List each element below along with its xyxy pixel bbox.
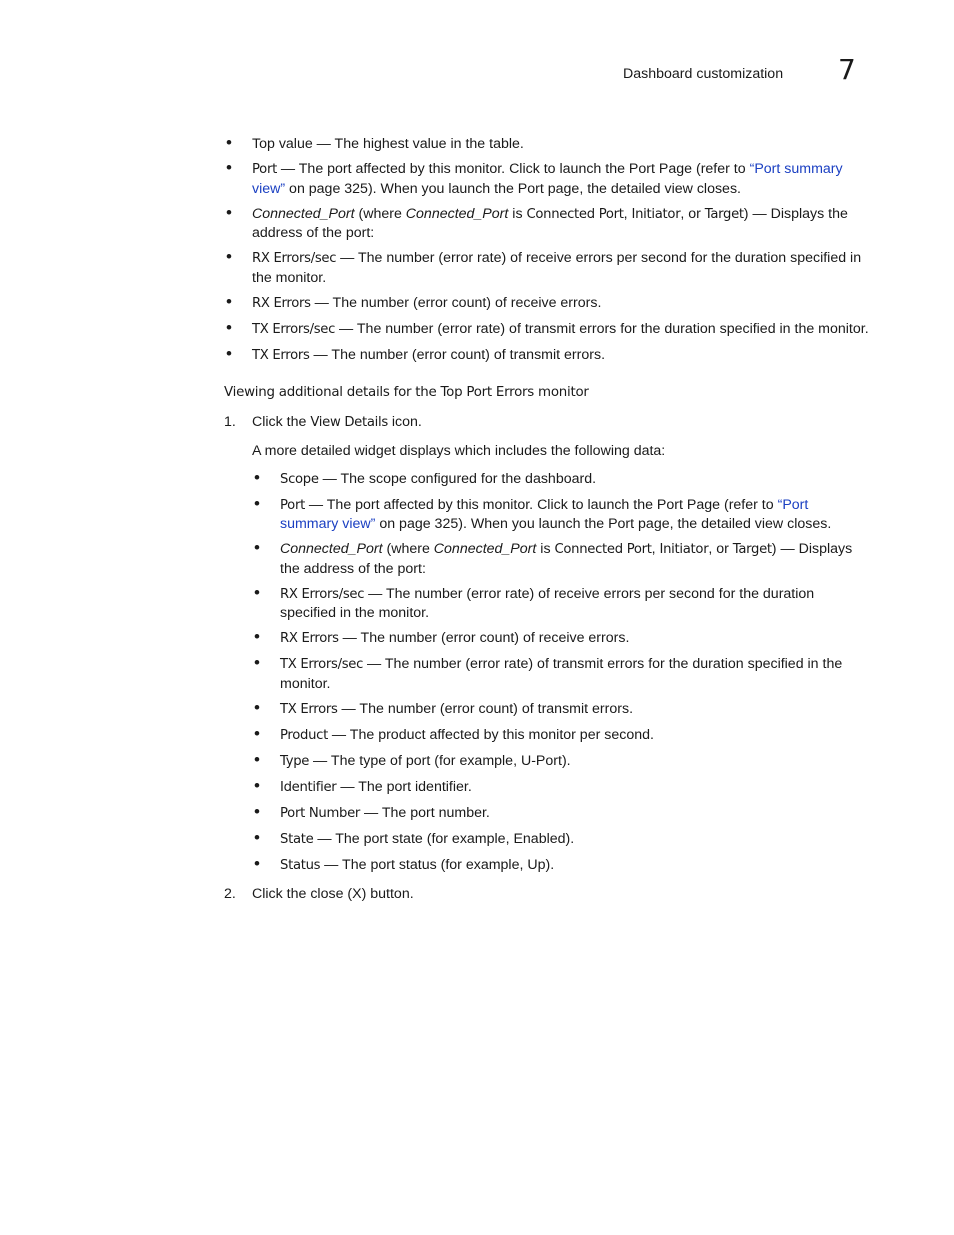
list-item: • TX Errors/sec — The number (error rate) of transmit errors for the duration specified in the monitor.	[224, 320, 870, 340]
list-item: • Port — The port affected by this monitor. Click to launch the Port Page (refer to “Port summary view” on page 325). When you launch the Port page, the detailed view closes.	[252, 496, 870, 534]
list-item: • Product — The product affected by this monitor per second.	[252, 726, 870, 746]
list-item: • TX Errors — The number (error count) of transmit errors.	[252, 700, 870, 720]
list-item: • RX Errors/sec — The number (error rate) of receive errors per second for the duration specified in the monitor.	[224, 249, 870, 287]
section-heading: Viewing additional details for the Top Port Errors monitor	[224, 385, 589, 400]
list-item: • RX Errors/sec — The number (error rate) of receive errors per second for the duration specified in the monitor.	[252, 585, 870, 623]
detail-field-list	[252, 470, 870, 876]
step-item: 1. Click the View Details icon. A more detailed widget displays which includes the following data: • Scope — The scope configured for the dashboard. • Port — The port affected by this monitor. Click to launch the Port Page (refer to “Port summary view” on page 325). When you launch the Port page, the detailed view closes. • Connected_Port (where Connected_Port is Connected Port, Initiator, or Target) — Displays the address of the port: • RX Errors/sec — The number (error rate) of receive errors per second for the duration specified in the monitor. • RX Errors — The number (error count) of receive errors. • TX Errors/sec — The number (error rate) of transmit errors for the duration specified in the monitor. • TX Errors — The number (error count) of transmit errors. • Product — The product affected by this monitor per second. • Type — The type of port (for example, U-Port). • Identifier — The port identifier. • Port Number — The port number. • State — The port state (for example, Enabled). • Status — The port status (for example, Up).	[224, 413, 870, 876]
list-item: • State — The port state (for example, Enabled).	[252, 830, 870, 850]
running-header-title: Dashboard customization	[623, 66, 784, 82]
list-item: • Scope — The scope configured for the dashboard.	[252, 470, 870, 490]
list-item: • TX Errors/sec — The number (error rate) of transmit errors for the duration specified in the monitor.	[252, 655, 870, 693]
step-number: 2.	[224, 886, 236, 902]
list-item: • Identifier — The port identifier.	[252, 778, 870, 798]
step-number: 1.	[224, 413, 236, 430]
list-item: • Status — The port status (for example, Up).	[252, 856, 870, 876]
step-note: A more detailed widget displays which includes the following data:	[252, 443, 666, 459]
step-item: 2. Click the close (X) button.	[224, 886, 414, 902]
list-item: • Type — The type of port (for example, U-Port).	[252, 752, 870, 772]
chapter-number: 7	[838, 53, 856, 86]
list-item: • TX Errors — The number (error count) of transmit errors.	[224, 346, 870, 366]
list-item: • Connected_Port (where Connected_Port is Connected Port, Initiator, or Target) — Displays the address of the port:	[252, 540, 870, 578]
page-content	[224, 135, 870, 914]
list-item: • RX Errors — The number (error count) of receive errors.	[224, 294, 870, 314]
list-item: • Port — The port affected by this monitor. Click to launch the Port Page (refer to “Port summary view” on page 325). When you launch the Port page, the detailed view closes.	[224, 160, 870, 198]
procedure-steps	[224, 413, 870, 904]
list-item: • Connected_Port (where Connected_Port is Connected Port, Initiator, or Target) — Displays the address of the port:	[224, 205, 870, 243]
port-summary-view-link[interactable]: “Port summary view”	[280, 496, 809, 532]
list-item: • Port Number — The port number.	[252, 804, 870, 824]
list-item: • Top value — The highest value in the table.	[224, 135, 870, 154]
port-summary-view-link[interactable]: “Port summary view”	[252, 161, 843, 197]
list-item: • RX Errors — The number (error count) of receive errors.	[252, 629, 870, 649]
top-field-list	[224, 135, 870, 365]
